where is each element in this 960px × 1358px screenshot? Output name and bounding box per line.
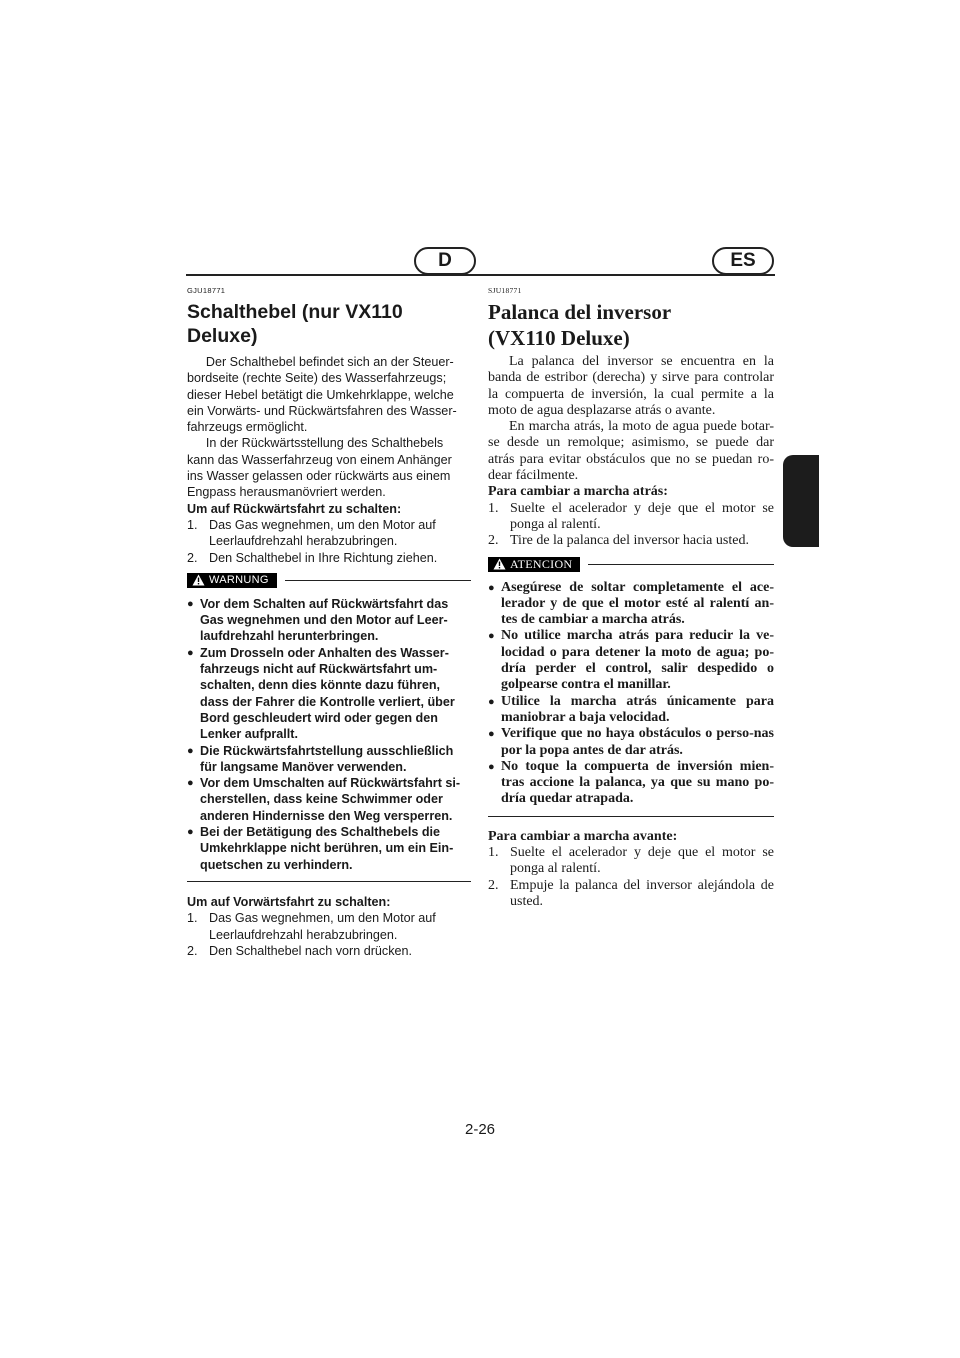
section-code: SJU18771 xyxy=(488,286,522,295)
paragraph: Der Schalthebel befindet sich an der Steuer-bordseite (rechte Seite) des Wasserfahrzeugs; dieser Hebel betätigt die Umkehrklappe, welche ein Vorwärts- und Rückwärtsfahren des Wasser-fahrzeugs ermöglicht. xyxy=(187,355,457,435)
section-code: GJU18771 xyxy=(187,286,226,295)
step-item: 1. Suelte el acelerador y deje que el motor se ponga al ralentí. xyxy=(488,500,774,532)
warning-item: ● Asegúrese de soltar completamente el ace-lerador y de que el motor esté al ralentí an-tes de cambiar a marcha atrás. xyxy=(488,579,774,628)
warning-item: ● No utilice marcha atrás para reducir la ve-locidad o para detener la moto de agua; po-dría perder el control, salir despedido o golpearse contra el manillar. xyxy=(488,628,774,693)
bullet-icon: ● xyxy=(488,630,495,643)
warning-end-rule xyxy=(187,881,471,882)
warning-list xyxy=(187,596,471,873)
language-tab-spanish: ES xyxy=(712,247,774,275)
step-item: 1. Suelte el acelerador y deje que el motor se ponga al ralentí. xyxy=(488,845,774,877)
step-item: 1. Das Gas wegnehmen, um den Motor auf Leerlaufdrehzahl herabzubringen. xyxy=(187,911,436,942)
bullet-icon: ● xyxy=(187,597,194,610)
warning-triangle-icon xyxy=(192,574,205,586)
section-title: Schalthebel (nur VX110 Deluxe) xyxy=(187,301,403,347)
warning-triangle-icon xyxy=(493,558,506,570)
step-item: 2. Tire de la palanca del inversor hacia usted. xyxy=(488,533,749,549)
bullet-icon: ● xyxy=(187,826,194,839)
bullet-icon: ● xyxy=(488,760,495,773)
warning-item: ● Zum Drosseln oder Anhalten des Wasser-fahrzeugs nicht auf Rückwärtsfahrt um-schalten, denn dies könnte dazu führen, dass der Fahrer die Kontrolle verliert, über Bord geschleudert wird oder gegen den Lenker aufprallt. xyxy=(187,645,455,742)
language-tab-german: D xyxy=(414,247,476,275)
bullet-icon: ● xyxy=(488,728,495,741)
warning-item: ● Vor dem Schalten auf Rückwärtsfahrt das Gas wegnehmen und den Motor auf Leer-laufdrehzahl herunterbringen. xyxy=(187,596,449,644)
paragraph: En marcha atrás, la moto de agua puede botar-se desde un remolque; asimismo, se puede dar atrás para evitar obstáculos que no se puedan ro-dear fácilmente. xyxy=(488,419,774,484)
warning-item: ● Verifique que no haya obstáculos o perso-nas por la popa antes de dar atrás. xyxy=(488,726,774,758)
reverse-heading: Para cambiar a marcha atrás: xyxy=(488,484,668,500)
warning-item: ● Bei der Betätigung des Schalthebels die Umkehrklappe nicht berühren, um ein Ein-quetschen zu verhindern. xyxy=(187,825,454,872)
warning-badge: ATENCION xyxy=(488,557,580,572)
warning-item: ● Utilice la marcha atrás únicamente para maniobrar a baja velocidad. xyxy=(488,693,774,725)
chapter-thumb-tab xyxy=(783,455,819,547)
warning-item: ● Die Rückwärtsfahrtstellung ausschließlich für langsame Manöver verwenden. xyxy=(187,743,454,774)
warning-item: ● No toque la compuerta de inversión mien-tras accione la palanca, ya que su mano po-dría quedar atrapada. xyxy=(488,758,774,807)
warning-badge: WARNUNG xyxy=(187,573,277,588)
warning-rule xyxy=(285,580,471,581)
warning-list xyxy=(488,580,774,808)
paragraph: In der Rückwärtsstellung des Schalthebels kann das Wasserfahrzeug von einem Anhänger ins Wasser gelassen oder rückwärts aus einem Engpass herausmanövriert werden. xyxy=(187,436,452,500)
reverse-heading: Um auf Rückwärtsfahrt zu schalten: xyxy=(187,501,402,516)
forward-heading: Para cambiar a marcha avante: xyxy=(488,828,678,844)
warning-item: ● Vor dem Umschalten auf Rückwärtsfahrt si-cherstellen, dass keine Schwimmer oder anderen Hindernisse den Weg versperren. xyxy=(187,776,461,823)
warning-header xyxy=(187,573,471,588)
page-number: 2-26 xyxy=(464,1121,496,1138)
step-item: 2. Den Schalthebel nach vorn drücken. xyxy=(187,943,413,958)
german-column xyxy=(187,286,471,959)
step-item: 2. Empuje la palanca del inversor alejándola de usted. xyxy=(488,877,774,909)
warning-end-rule xyxy=(488,816,774,817)
header-rule xyxy=(186,274,775,276)
warning-header xyxy=(488,557,774,572)
bullet-icon: ● xyxy=(187,744,194,757)
step-item: 2. Den Schalthebel in Ihre Richtung ziehen. xyxy=(187,550,438,565)
bullet-icon: ● xyxy=(488,581,495,594)
warning-rule xyxy=(588,564,774,565)
bullet-icon: ● xyxy=(187,777,194,790)
step-item: 1. Das Gas wegnehmen, um den Motor auf Leerlaufdrehzahl herabzubringen. xyxy=(187,517,436,549)
section-title: Palanca del inversor (VX110 Deluxe) xyxy=(488,300,672,350)
spanish-column xyxy=(488,286,774,910)
forward-heading: Um auf Vorwärtsfahrt zu schalten: xyxy=(187,894,391,909)
bullet-icon: ● xyxy=(187,646,194,659)
paragraph: La palanca del inversor se encuentra en la banda de estribor (derecha) y sirve para controlar la compuerta de inversión, la cual permite a la moto de agua desplazarse atrás o avante. xyxy=(488,354,774,418)
bullet-icon: ● xyxy=(488,695,495,708)
